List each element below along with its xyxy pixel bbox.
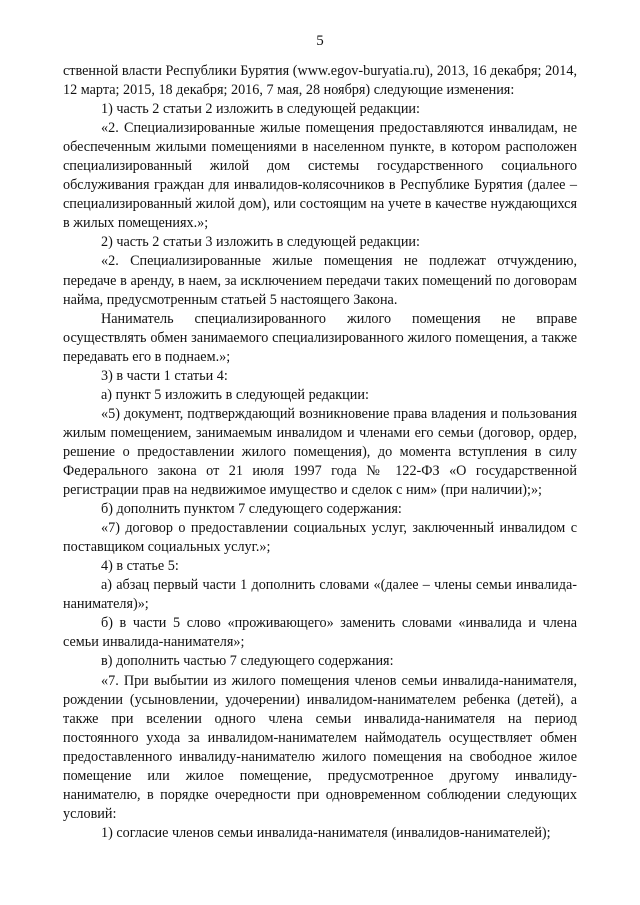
paragraph: а) абзац первый части 1 дополнить словами «(далее – члены семьи инвалида-нанимателя)»; [63, 577, 577, 613]
paragraph: 2) часть 2 статьи 3 изложить в следующей редакции: [101, 234, 420, 251]
paragraph: «5) документ, подтверждающий возникновение права владения и пользования жилым помещением, занимаемым инвалидом и членами его семьи (договор, ордер, решение о предоставлении жилого помещения), до момента вступления в силу Федерального закона от 21 июля 1997 года № 122-ФЗ «О государственной регистрации прав на недвижимое имущество и сделок с ним» (при наличии);»; [63, 405, 577, 499]
paragraph: ственной власти Республики Бурятия (www.egov-buryatia.ru), 2013, 16 декабря; 2014, 12 марта; 2015, 18 декабря; 2016, 7 мая, 28 ноября) следующие изменения: [63, 63, 577, 99]
document-body [63, 62, 577, 843]
paragraph: б) дополнить пунктом 7 следующего содержания: [101, 501, 402, 518]
paragraph: 3) в части 1 статьи 4: [101, 367, 228, 384]
paragraph: 1) часть 2 статьи 2 изложить в следующей редакции: [101, 101, 420, 118]
paragraph: а) пункт 5 изложить в следующей редакции: [101, 386, 369, 403]
paragraph: 1) согласие членов семьи инвалида-нанимателя (инвалидов-нанимателей); [101, 824, 551, 841]
paragraph: в) дополнить частью 7 следующего содержания: [101, 653, 394, 670]
page-number: 5 [316, 33, 324, 49]
paragraph: б) в части 5 слово «проживающего» заменить словами «инвалида и члена семьи инвалида-нанимателя»; [63, 615, 577, 651]
paragraph: Наниматель специализированного жилого помещения не вправе осуществлять обмен занимаемого специализированного жилого помещения, а также передавать его в поднаем.»; [63, 310, 577, 365]
paragraph: «2. Специализированные жилые помещения предоставляются инвалидам, не обеспеченным жилыми помещениями в населенном пункте, в котором расположен специализированный жилой дом системы государственного социального обслуживания граждан для инвалидов-колясочников в Республике Бурятия (далее – специализированный жилой дом), или состоящим на учете в качестве нуждающихся в жилых помещениях.»; [63, 120, 577, 232]
paragraph: 4) в статье 5: [101, 558, 179, 575]
paragraph: «7. При выбытии из жилого помещения членов семьи инвалида-нанимателя, рождении (усыновлении, удочерении) инвалидом-нанимателем ребенка (детей), а также при вселении одного члена семьи инвалида-нанимателя на период постоянного ухода за инвалидом-нанимателем наймодатель осуществляет обмен предоставленного инвалиду-нанимателю жилого помещения на свободное жилое помещение или жилое помещение, предусмотренное другому инвалиду-нанимателю, в порядке очередности при одновременном соблюдении следующих условий: [63, 672, 577, 822]
paragraph: «7) договор о предоставлении социальных услуг, заключенный инвалидом с поставщиком социальных услуг.»; [63, 520, 577, 556]
paragraph: «2. Специализированные жилые помещения не подлежат отчуждению, передаче в аренду, в наем, за исключением передачи таких помещений по договорам найма, предусмотренным статьей 5 настоящего Закона. [63, 253, 577, 308]
